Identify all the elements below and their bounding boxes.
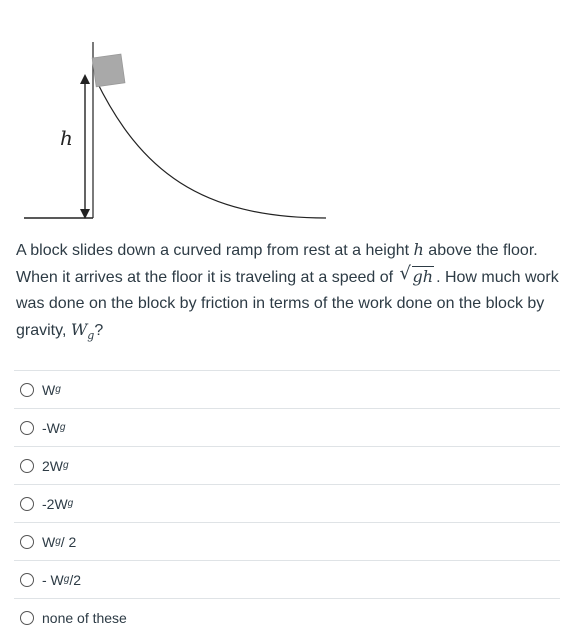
answer-option[interactable] (14, 599, 560, 636)
sqrt-expression (400, 264, 435, 291)
ramp-figure (0, 0, 572, 235)
answer-subscript: g (63, 460, 69, 471)
radio-button[interactable] (20, 573, 34, 587)
radical-sign: √ (399, 263, 411, 284)
radio-button[interactable] (20, 459, 34, 473)
question-text (16, 237, 564, 349)
answer-subscript: g (63, 574, 70, 585)
ramp-diagram (0, 0, 572, 235)
radio-button[interactable] (20, 421, 34, 435)
radio-button[interactable] (20, 497, 34, 511)
answer-subscript: g (55, 384, 61, 395)
answer-label: none of these (42, 609, 127, 626)
block (92, 54, 125, 87)
question-wg-sub: g (87, 329, 95, 343)
question-var-h: h (413, 240, 424, 259)
radio-button[interactable] (20, 611, 34, 625)
answer-label: 2W (42, 457, 63, 474)
answer-option[interactable] (14, 447, 560, 485)
question-part3: . How much work was done on the block by friction in terms of the work done on the block by gravity, (16, 269, 559, 339)
answer-suffix: /2 (69, 571, 82, 588)
answer-suffix: / 2 (60, 533, 77, 550)
answer-subscript: g (59, 422, 66, 433)
radio-button[interactable] (20, 383, 34, 397)
answer-option[interactable] (14, 409, 560, 447)
answer-option[interactable] (14, 561, 560, 599)
question-wg-base: W (70, 320, 88, 339)
answer-list (14, 370, 560, 636)
ramp-curve (96, 80, 326, 218)
answer-label: W (42, 533, 56, 550)
answer-label: W (42, 381, 56, 398)
answer-option[interactable] (14, 485, 560, 523)
question-part4: ? (94, 322, 104, 339)
question-part1: A block slides down a curved ramp from rest at a height (16, 242, 414, 259)
question-part2: above the floor. When it arrives at the floor it is traveling at a speed of (16, 242, 538, 286)
height-label: h (60, 126, 73, 150)
answer-option[interactable] (14, 371, 560, 409)
answer-option[interactable] (14, 523, 560, 561)
answer-label: -W (42, 419, 60, 436)
answer-label: - W (42, 571, 64, 588)
radio-button[interactable] (20, 535, 34, 549)
answer-subscript: g (67, 498, 74, 509)
height-arrow-head-up (80, 74, 90, 84)
sqrt-radicand: gh (412, 267, 434, 286)
answer-label: -2W (42, 495, 68, 512)
answer-subscript: g (55, 536, 61, 547)
